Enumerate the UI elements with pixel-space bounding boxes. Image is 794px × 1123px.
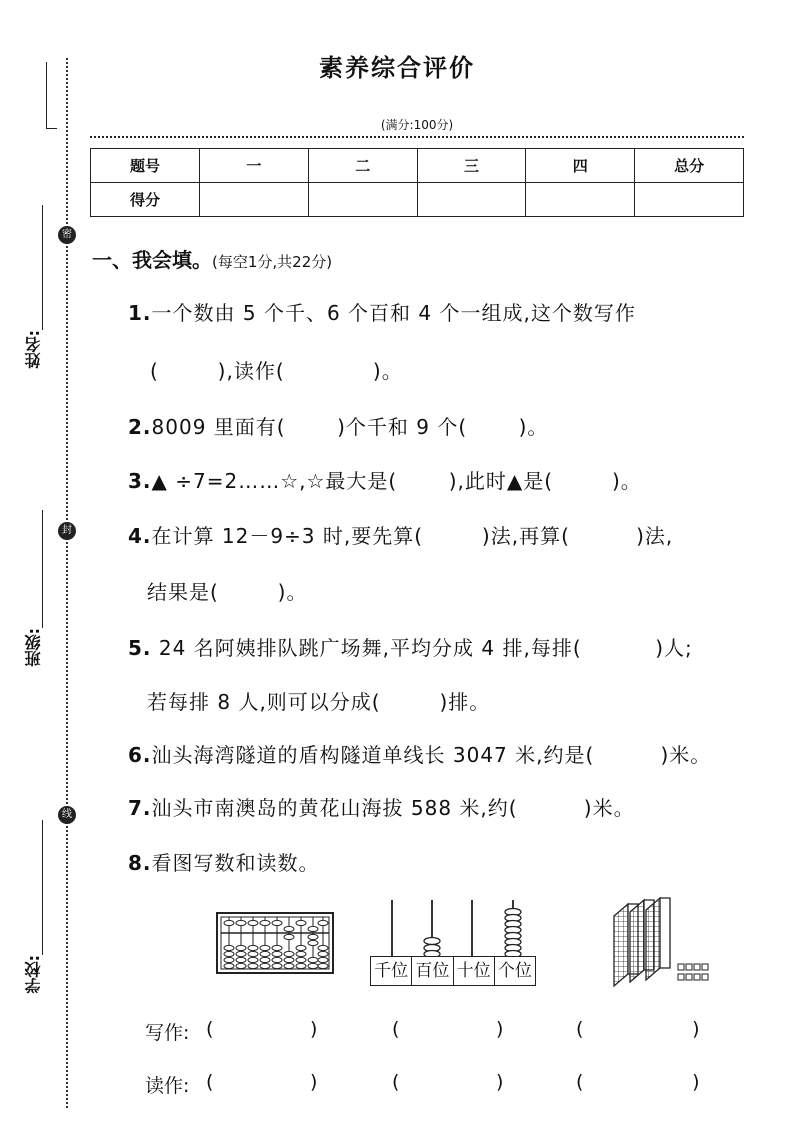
place-value-labels [370,956,536,986]
score-input-cell[interactable] [200,183,309,217]
question-5-line2[interactable]: 若每排 8 人,则可以分成( )排。 [147,690,491,714]
name-label: 姓名: [24,330,43,369]
place-label-hundreds: 百位 [412,957,453,985]
question-4-line2[interactable]: 结果是( )。 [147,580,308,604]
score-cell: 四 [526,149,635,183]
place-label-ones: 个位 [497,961,532,981]
section-heading [92,244,332,273]
seal-feng-badge: 封 [58,522,76,540]
question-2: 2.8009 里面有( )个千和 9 个( )。 [128,415,549,439]
binding-dotted-line [66,58,68,1108]
question-7: 7.汕头市南澳岛的黄花山海拔 588 米,约( )米。 [128,796,635,820]
base-ten-blocks-figure [608,896,712,988]
score-input-cell[interactable] [417,183,526,217]
seal-mi-badge: 密 [58,226,76,244]
write-blank-1[interactable]: ( ) [206,1018,318,1040]
section-title: 一、我会填。 [92,248,212,272]
seal-xian-badge: 线 [58,806,76,824]
score-cell: 二 [308,149,417,183]
score-cell: 三 [417,149,526,183]
question-5-line1: 5. 24 名阿姨排队跳广场舞,平均分成 4 排,每排( )人; [128,636,693,660]
question-3: 3.▲ ÷7=2……☆,☆最大是( ),此时▲是( )。 [128,469,642,493]
question-1-line2[interactable]: ( ),读作( )。 [150,359,403,383]
class-field-line[interactable] [42,510,43,628]
place-label-thousands: 千位 [371,957,412,985]
write-blank-2[interactable]: ( ) [392,1018,504,1040]
counting-frame-figure [370,896,536,956]
place-label-tens: 十位 [454,957,495,985]
score-cell: 题号 [91,149,200,183]
question-1-line1: 1.一个数由 5 个千、6 个百和 4 个一组成,这个数写作 [128,301,636,325]
question-5-text[interactable]: 24 名阿姨排队跳广场舞,平均分成 4 排,每排( )人; [151,636,693,660]
score-table-score-row [91,183,744,217]
read-blank-2[interactable]: ( ) [392,1071,504,1093]
score-cell: 得分 [91,183,200,217]
score-cell: 总分 [635,149,744,183]
score-input-cell[interactable] [308,183,417,217]
abacus-figure [216,912,334,974]
question-3-text[interactable]: ▲ ÷7=2……☆,☆最大是( ),此时▲是( )。 [151,469,642,493]
full-score-note: (满分:100分) [380,118,454,132]
write-blank-3[interactable]: ( ) [576,1018,700,1040]
question-8: 8.看图写数和读数。 [128,851,320,875]
score-input-cell[interactable] [526,183,635,217]
read-blank-1[interactable]: ( ) [206,1071,318,1093]
score-table-header-row [91,149,744,183]
question-6: 6.汕头海湾隧道的盾构隧道单线长 3047 米,约是( )米。 [128,743,712,767]
question-4-line1: 4.在计算 12－9÷3 时,要先算( )法,再算( )法, [128,524,674,548]
score-table [90,148,744,217]
class-label: 班级: [24,628,43,667]
question-4-text[interactable]: 在计算 12－9÷3 时,要先算( )法,再算( )法, [151,524,674,548]
header-divider [90,136,744,138]
school-field-line[interactable] [42,820,43,955]
read-label: 读作: [145,1075,190,1097]
name-field-line[interactable] [42,205,43,330]
question-2-text[interactable]: 8009 里面有( )个千和 9 个( )。 [151,415,549,439]
score-cell: 一 [200,149,309,183]
page-title: 素养综合评价 [319,53,475,82]
section-note: (每空1分,共22分) [212,253,333,271]
school-label: 学校: [24,955,43,994]
question-6-text[interactable]: 汕头海湾隧道的盾构隧道单线长 3047 米,约是( )米。 [151,743,712,767]
read-blank-3[interactable]: ( ) [576,1071,700,1093]
question-7-text[interactable]: 汕头市南澳岛的黄花山海拔 588 米,约( )米。 [151,796,635,820]
score-input-cell[interactable] [635,183,744,217]
write-label: 写作: [145,1022,190,1044]
